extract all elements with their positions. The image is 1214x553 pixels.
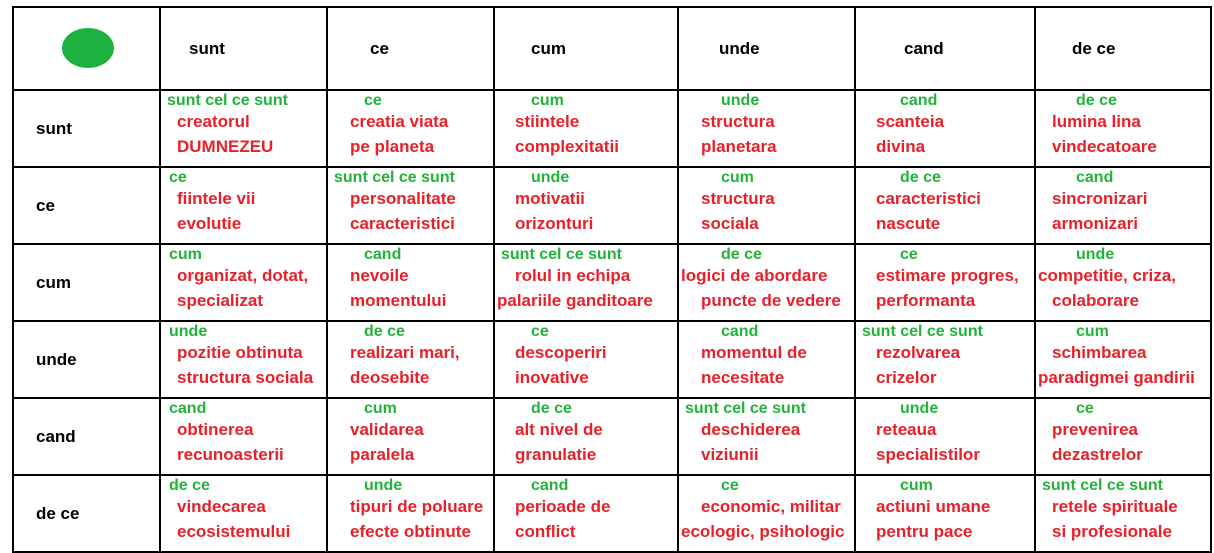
cell-tag: de ce — [364, 323, 405, 340]
matrix-cell — [1035, 475, 1211, 552]
cell-value-line: deschiderea — [701, 420, 801, 439]
cell-tag: de ce — [531, 400, 572, 417]
matrix-cell — [160, 321, 327, 398]
cell-value-line: nevoile — [350, 266, 409, 285]
cell-tag: cand — [531, 477, 569, 494]
matrix-cell — [160, 244, 327, 321]
cell-value-line: sociala — [701, 214, 759, 233]
cell-value-line: alt nivel de — [515, 420, 603, 439]
cell-value-line: colaborare — [1052, 291, 1139, 310]
cell-value-line: descoperiri — [515, 343, 607, 362]
cell-value-line: crizelor — [876, 368, 937, 387]
cell-tag: ce — [1076, 400, 1094, 417]
cell-value-line: tipuri de poluare — [350, 497, 484, 516]
matrix-cell — [327, 244, 494, 321]
cell-tag: de ce — [169, 477, 210, 494]
cell-tag: de ce — [721, 246, 762, 263]
col-header-ce: ce — [327, 7, 494, 90]
cell-value-line: structura sociala — [177, 368, 314, 387]
col-header-sunt: sunt — [160, 7, 327, 90]
cell-tag: ce — [531, 323, 549, 340]
cell-value-line: paralela — [350, 445, 415, 464]
table-row — [13, 475, 1211, 552]
cell-value-line: lumina lina — [1052, 112, 1141, 131]
row-header: unde — [13, 321, 160, 398]
matrix-cell — [160, 475, 327, 552]
cell-value-line: necesitate — [701, 368, 785, 387]
cell-value-line: nascute — [876, 214, 941, 233]
matrix-cell — [327, 90, 494, 167]
cell-value-line: momentului — [350, 291, 447, 310]
cell-tag: ce — [169, 169, 187, 186]
cell-tag: sunt cel ce sunt — [685, 400, 806, 417]
matrix-cell — [855, 321, 1035, 398]
cell-value-line: palariile ganditoare — [497, 291, 653, 310]
matrix-cell — [327, 398, 494, 475]
matrix-cell — [855, 475, 1035, 552]
cell-value-line: conflict — [515, 522, 576, 541]
matrix-cell — [855, 398, 1035, 475]
col-header-cand: cand — [855, 7, 1035, 90]
cell-value-line: creatia viata — [350, 112, 449, 131]
cell-tag: cand — [721, 323, 759, 340]
cell-value-line: deosebite — [350, 368, 430, 387]
cell-value-line: realizari mari, — [350, 343, 460, 362]
cell-value-line: evolutie — [177, 214, 242, 233]
cell-value-line: estimare progres, — [876, 266, 1019, 285]
table-row — [13, 321, 1211, 398]
matrix-cell — [494, 398, 678, 475]
cell-value-line: planetara — [701, 137, 777, 156]
col-header-cum: cum — [494, 7, 678, 90]
row-header: cand — [13, 398, 160, 475]
cell-tag: sunt cel ce sunt — [862, 323, 983, 340]
cell-tag: cand — [364, 246, 402, 263]
matrix-cell — [494, 244, 678, 321]
cell-value-line: retele spirituale — [1052, 497, 1178, 516]
cell-value-line: granulatie — [515, 445, 597, 464]
cell-tag: cum — [364, 400, 397, 417]
row-header: ce — [13, 167, 160, 244]
cell-value-line: validarea — [350, 420, 424, 439]
matrix-cell — [678, 167, 855, 244]
cell-tag: ce — [900, 246, 918, 263]
cell-tag: unde — [531, 169, 570, 186]
cell-tag: cand — [169, 400, 207, 417]
cell-value-line: pe planeta — [350, 137, 435, 156]
cell-value-line: rolul in echipa — [515, 266, 631, 285]
cell-value-line: paradigmei gandirii — [1038, 368, 1195, 387]
cell-tag: sunt cel ce sunt — [501, 246, 622, 263]
cell-value-line: pentru pace — [876, 522, 973, 541]
row-header: cum — [13, 244, 160, 321]
cell-tag: de ce — [1076, 92, 1117, 109]
matrix-cell — [678, 244, 855, 321]
header-row — [13, 7, 1211, 90]
cell-value-line: caracteristici — [876, 189, 981, 208]
cell-tag: unde — [169, 323, 208, 340]
matrix-cell — [678, 321, 855, 398]
cell-value-line: reteaua — [876, 420, 937, 439]
cell-value-line: obtinerea — [177, 420, 254, 439]
table-row — [13, 167, 1211, 244]
cell-value-line: scanteia — [876, 112, 945, 131]
matrix-cell — [160, 398, 327, 475]
cell-tag: unde — [1076, 246, 1115, 263]
matrix-cell — [855, 90, 1035, 167]
table-row — [13, 398, 1211, 475]
cell-tag: ce — [721, 477, 739, 494]
matrix-cell — [678, 475, 855, 552]
cell-value-line: economic, militar — [701, 497, 841, 516]
cell-value-line: efecte obtinute — [350, 522, 471, 541]
cell-tag: cum — [1076, 323, 1109, 340]
cell-value-line: momentul de — [701, 343, 807, 362]
matrix-cell — [1035, 244, 1211, 321]
matrix-cell — [494, 90, 678, 167]
cell-value-line: schimbarea — [1052, 343, 1147, 362]
matrix-cell — [1035, 90, 1211, 167]
cell-tag: cum — [531, 92, 564, 109]
row-header: de ce — [13, 475, 160, 552]
cell-value-line: si profesionale — [1052, 522, 1172, 541]
cell-value-line: organizat, dotat, — [177, 266, 309, 285]
table-row — [13, 244, 1211, 321]
cell-value-line: perioade de — [515, 497, 611, 516]
cell-tag: cum — [900, 477, 933, 494]
cell-tag: sunt cel ce sunt — [1042, 477, 1163, 494]
cell-value-line: fiintele vii — [177, 189, 256, 208]
cell-value-line: rezolvarea — [876, 343, 961, 362]
cell-value-line: recunoasterii — [177, 445, 284, 464]
table-row — [13, 90, 1211, 167]
col-header-de-ce: de ce — [1035, 7, 1211, 90]
cell-value-line: actiuni umane — [876, 497, 991, 516]
matrix-cell — [855, 167, 1035, 244]
cell-tag: cand — [900, 92, 938, 109]
cell-value-line: structura — [701, 112, 775, 131]
matrix-cell — [1035, 398, 1211, 475]
matrix-cell — [1035, 321, 1211, 398]
row-header: sunt — [13, 90, 160, 167]
matrix-cell — [1035, 167, 1211, 244]
cell-value-line: competitie, criza, — [1038, 266, 1176, 285]
green-dot-icon — [62, 28, 114, 68]
cell-tag: de ce — [900, 169, 941, 186]
cell-value-line: structura — [701, 189, 775, 208]
matrix-cell — [678, 90, 855, 167]
question-matrix-table — [12, 6, 1212, 553]
cell-tag: cum — [721, 169, 754, 186]
cell-value-line: armonizari — [1052, 214, 1138, 233]
cell-value-line: divina — [876, 137, 926, 156]
cell-value-line: motivatii — [515, 189, 585, 208]
matrix-cell — [160, 167, 327, 244]
cell-value-line: creatorul — [177, 112, 250, 131]
matrix-cell — [327, 475, 494, 552]
matrix-cell — [327, 167, 494, 244]
cell-tag: cand — [1076, 169, 1114, 186]
cell-value-line: sincronizari — [1052, 189, 1148, 208]
cell-value-line: pozitie obtinuta — [177, 343, 303, 362]
cell-value-line: puncte de vedere — [701, 291, 841, 310]
cell-value-line: orizonturi — [515, 214, 594, 233]
matrix-cell — [494, 167, 678, 244]
cell-value-line: ecologic, psihologic — [681, 522, 845, 541]
cell-value-line: personalitate — [350, 189, 456, 208]
cell-value-line: prevenirea — [1052, 420, 1138, 439]
matrix-cell — [855, 244, 1035, 321]
cell-value-line: logici de abordare — [681, 266, 828, 285]
cell-value-line: performanta — [876, 291, 976, 310]
corner-cell — [13, 7, 160, 90]
cell-tag: ce — [364, 92, 382, 109]
cell-value-line: complexitatii — [515, 137, 619, 156]
cell-tag: unde — [900, 400, 939, 417]
cell-value-line: vindecarea — [177, 497, 266, 516]
matrix-cell — [494, 475, 678, 552]
cell-value-line: specialistilor — [876, 445, 980, 464]
matrix-cell — [327, 321, 494, 398]
cell-value-line: vindecatoare — [1052, 137, 1157, 156]
cell-value-line: caracteristici — [350, 214, 455, 233]
cell-value-line: ecosistemului — [177, 522, 291, 541]
cell-tag: unde — [364, 477, 403, 494]
col-header-unde: unde — [678, 7, 855, 90]
cell-tag: unde — [721, 92, 760, 109]
cell-value-line: DUMNEZEU — [177, 137, 274, 156]
matrix-cell — [160, 90, 327, 167]
matrix-cell — [678, 398, 855, 475]
cell-tag: sunt cel ce sunt — [167, 92, 288, 109]
cell-value-line: dezastrelor — [1052, 445, 1143, 464]
cell-value-line: inovative — [515, 368, 589, 387]
cell-value-line: specializat — [177, 291, 263, 310]
matrix-cell — [494, 321, 678, 398]
cell-value-line: viziunii — [701, 445, 759, 464]
cell-value-line: stiintele — [515, 112, 580, 131]
cell-tag: sunt cel ce sunt — [334, 169, 455, 186]
cell-tag: cum — [169, 246, 202, 263]
